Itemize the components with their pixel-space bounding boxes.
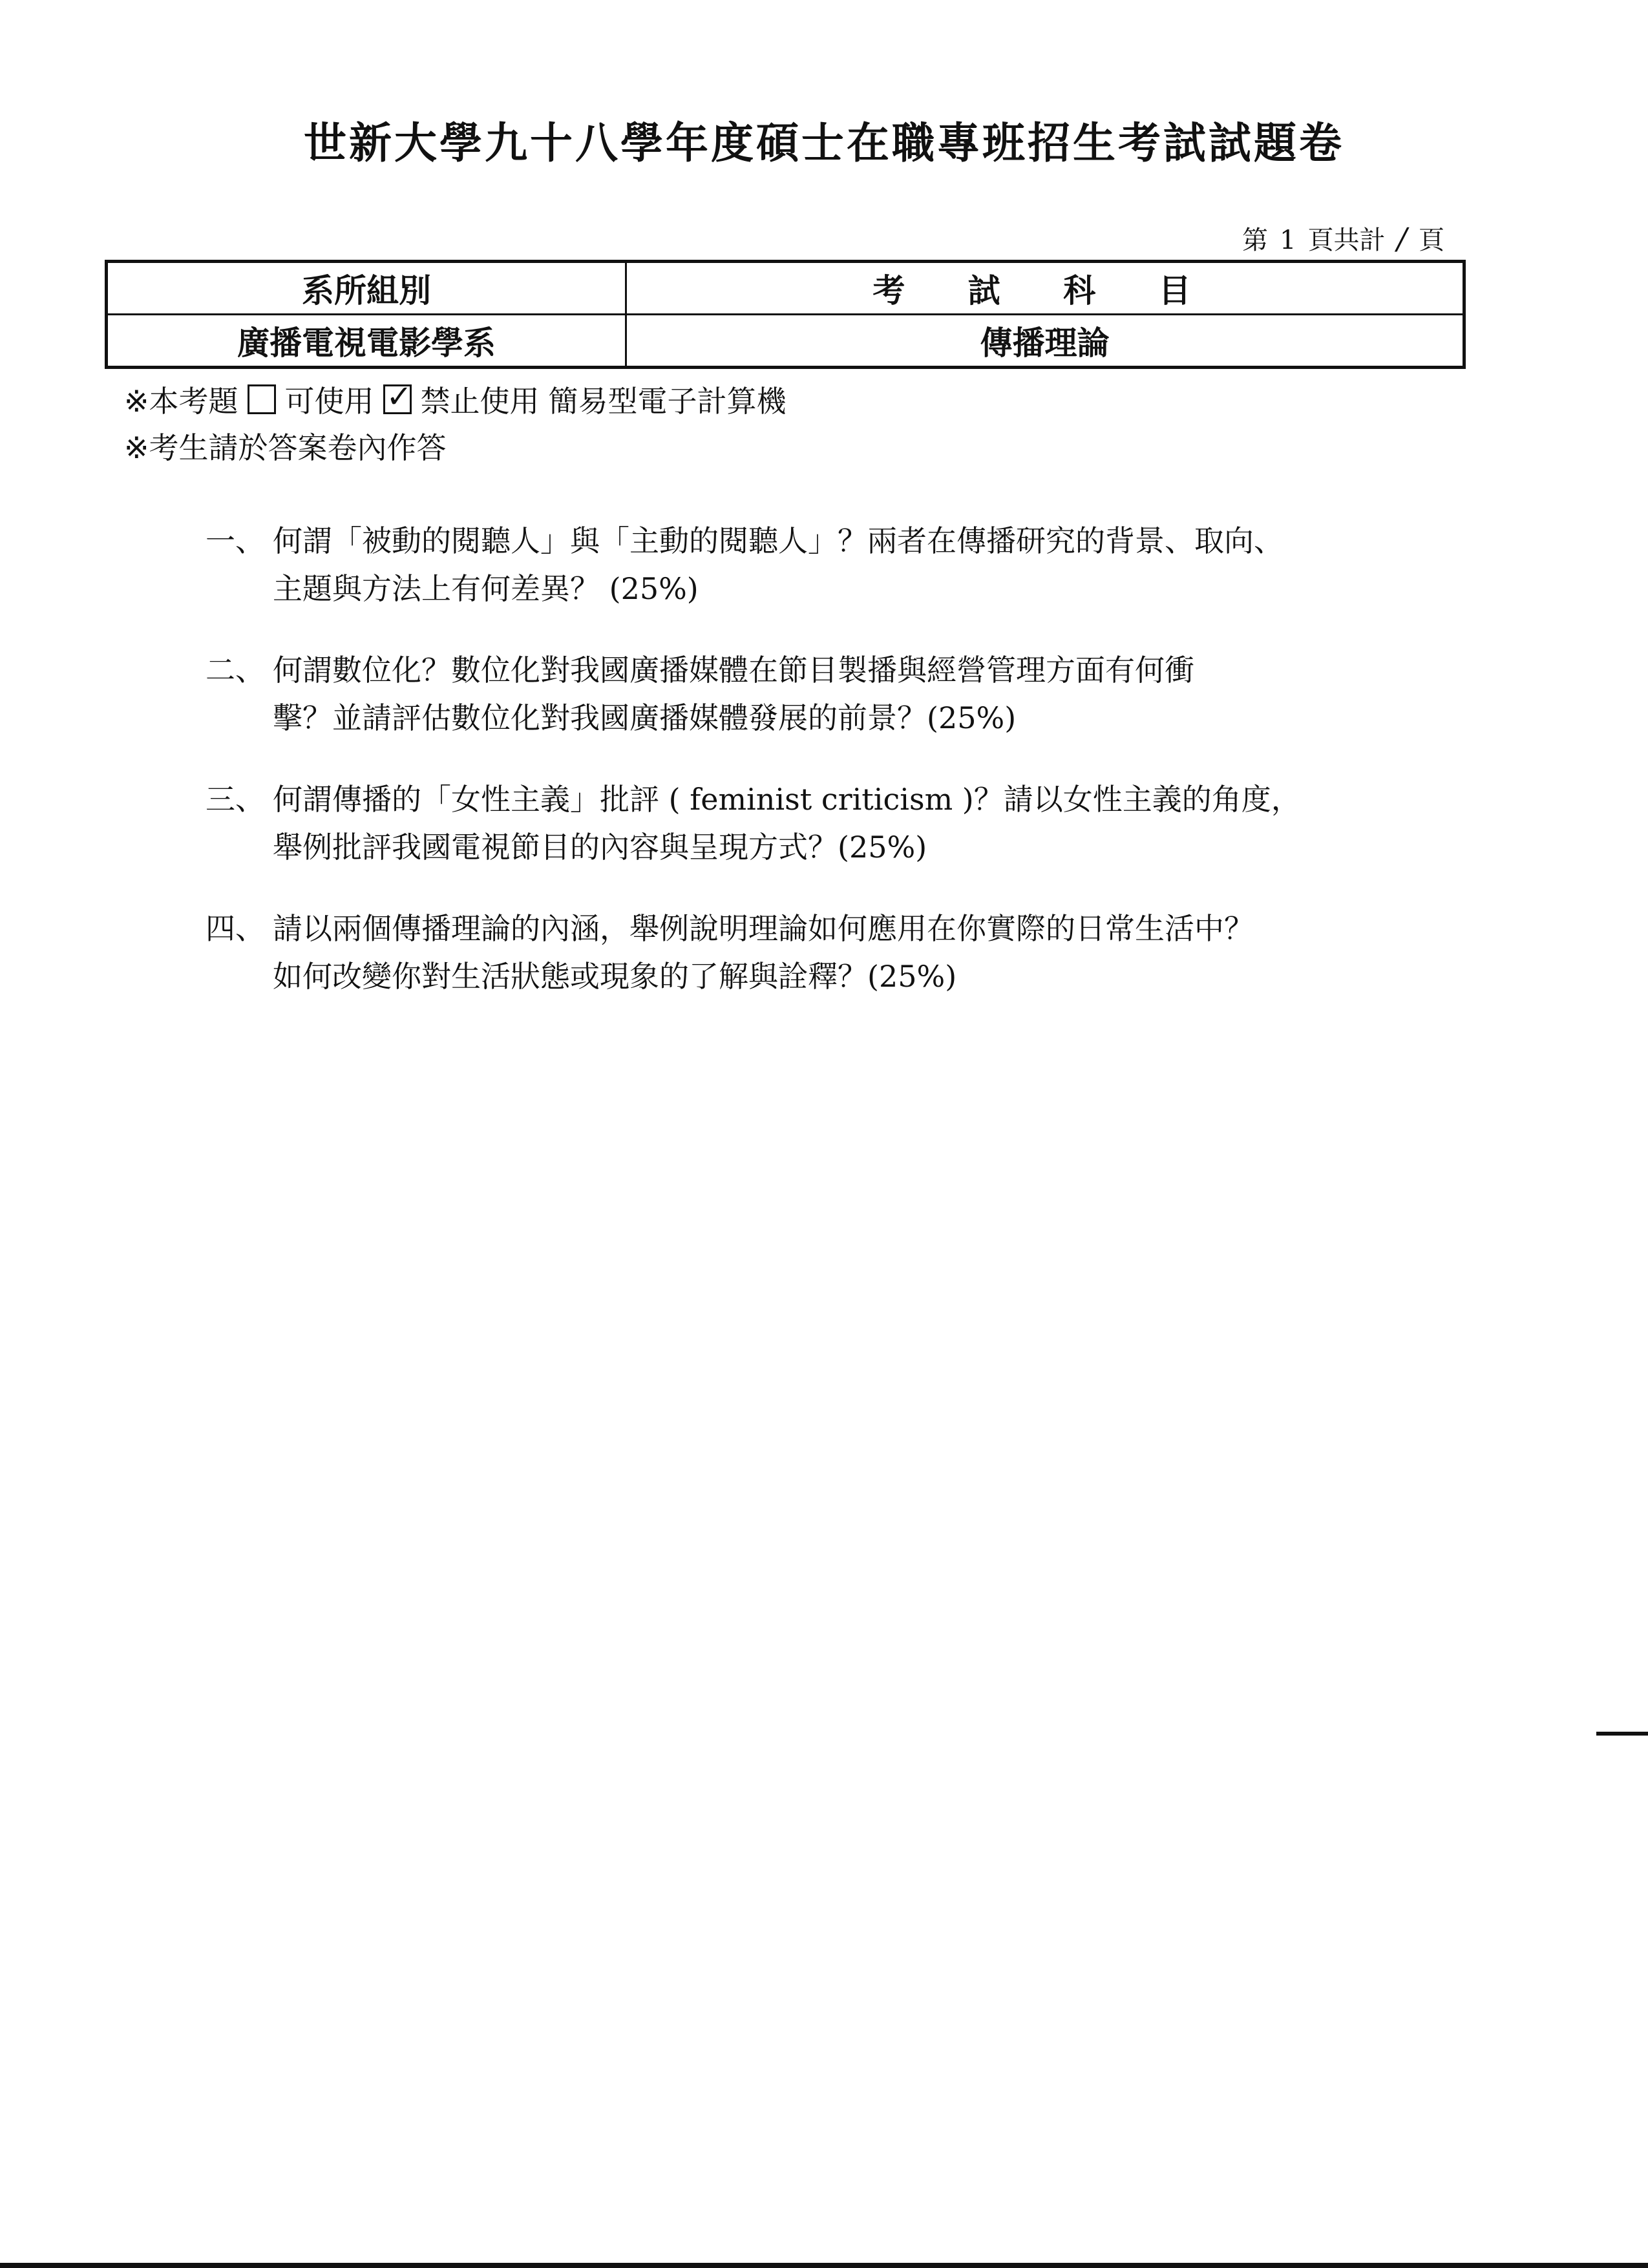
question-text: 何謂數位化？數位化對我國廣播媒體在節目製播與經營管理方面有何衝 (273, 653, 1194, 688)
question-item (206, 775, 1369, 871)
question-text-continued: 如何改變你對生活狀態或現象的了解與詮釋？(25%) (273, 959, 957, 994)
calc-forbidden-checkbox (383, 384, 412, 414)
page-middle: 頁共計 (1307, 226, 1386, 255)
department-header: 系所組別 (107, 262, 626, 315)
table-row (107, 315, 1464, 368)
question-text: 何謂傳播的「女性主義」批評 ( feminist criticism )？請以女性主義的角度， (273, 782, 1301, 817)
exam-notes (124, 376, 787, 469)
subject-header: 考 試 科 目 (626, 262, 1464, 315)
question-text-continued: 擊？並請評估數位化對我國廣播媒體發展的前景？(25%) (273, 700, 1017, 735)
table-header-row (107, 262, 1464, 315)
question-item (206, 905, 1369, 1000)
question-number: 四、 (206, 911, 265, 946)
department-value: 廣播電視電影學系 (107, 315, 626, 368)
question-number: 一、 (206, 523, 265, 558)
page-prefix: 第 (1242, 226, 1269, 255)
question-text-continued: 主題與方法上有何差異？ (25%) (273, 571, 699, 606)
scan-mark-right (1596, 1732, 1648, 1736)
page-suffix: 頁 (1419, 226, 1444, 255)
scan-edge-bottom (0, 2263, 1648, 2268)
answer-note: ※考生請於答案卷內作答 (124, 430, 447, 465)
question-item (206, 646, 1369, 742)
calc-allowed-label: 可使用 (284, 384, 374, 419)
calc-suffix: 簡易型電子計算機 (548, 384, 787, 419)
calculator-note (124, 376, 787, 423)
question-text: 請以兩個傳播理論的內涵，舉例說明理論如何應用在你實際的日常生活中？ (273, 911, 1254, 946)
calc-prefix: ※本考題 (124, 384, 238, 419)
question-list (206, 517, 1369, 1034)
calc-allowed-checkbox (248, 384, 276, 414)
question-text: 何謂「被動的閱聽人」與「主動的閱聽人」？兩者在傳播研究的背景、取向、 (273, 523, 1284, 558)
page-total: / (1397, 221, 1407, 256)
subject-value: 傳播理論 (626, 315, 1464, 368)
question-number: 二、 (206, 653, 265, 688)
question-item (206, 517, 1369, 613)
calc-forbidden-label: 禁止使用 (420, 384, 540, 419)
question-number: 三、 (206, 782, 265, 817)
exam-info-table (105, 260, 1466, 369)
page-current: 1 (1280, 226, 1296, 255)
exam-title: 世新大學九十八學年度碩士在職專班招生考試試題卷 (304, 118, 1344, 168)
page-indicator (1242, 220, 1444, 257)
question-text-continued: 舉例批評我國電視節目的內容與呈現方式？(25%) (273, 830, 927, 865)
